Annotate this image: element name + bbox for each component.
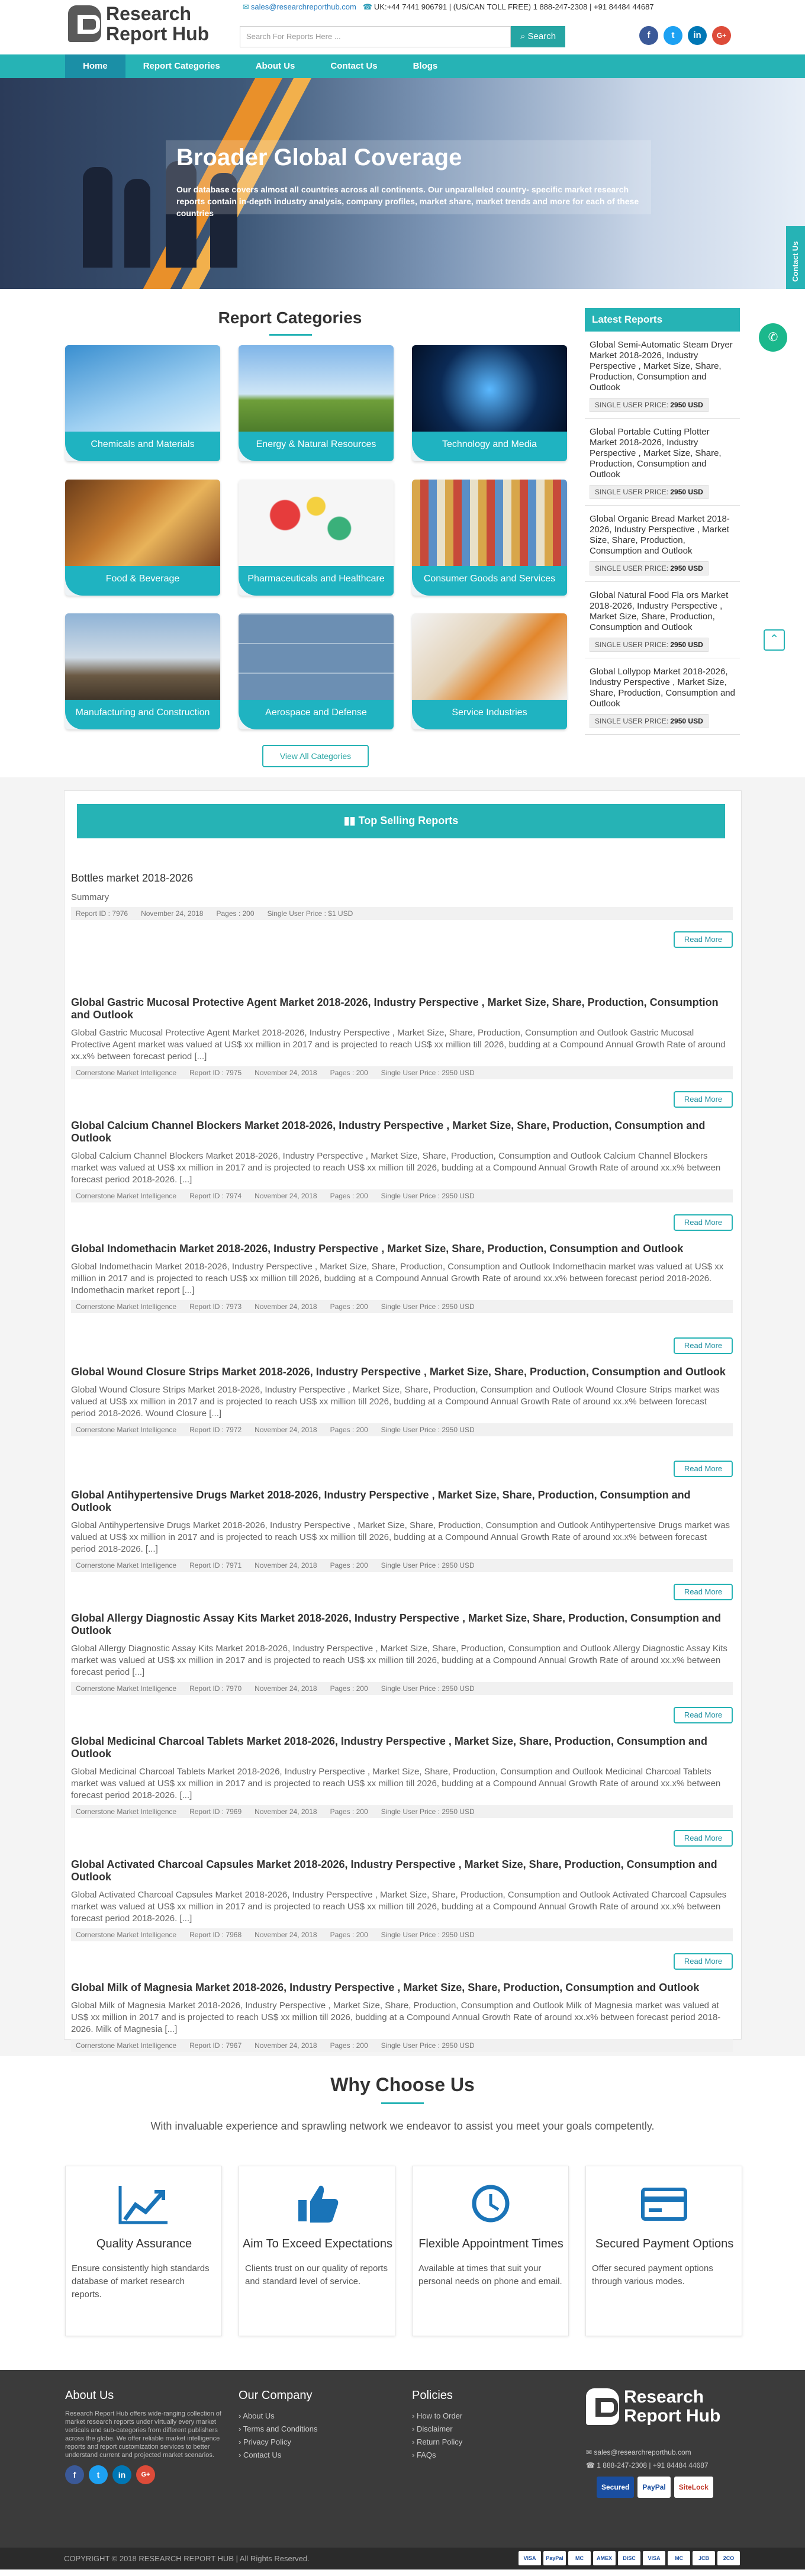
footer-logo[interactable] (586, 2388, 720, 2426)
visa-icon: VISA (519, 2551, 541, 2565)
latest-report-title[interactable]: Global Natural Food Fla ors Market 2018-2026, Industry Perspective , Market Size, Share, Production, Consumption and Outlook (590, 590, 729, 632)
category-energy[interactable] (239, 345, 394, 461)
report-title[interactable]: Global Allergy Diagnostic Assay Kits Market 2018-2026, Industry Perspective , Market Size, Share, Production, Consumption and Outlook (71, 1612, 721, 1636)
footer-link-label: Return Policy (416, 2437, 463, 2446)
category-manufacturing[interactable] (65, 613, 220, 729)
report-meta (71, 1928, 733, 1941)
report-publisher: Cornerstone Market Intelligence (76, 1808, 177, 1816)
report-id: Report ID : 7969 (189, 1808, 242, 1816)
report-id: Report ID : 7972 (189, 1426, 242, 1434)
contact-side-tab[interactable]: Contact Us (786, 226, 805, 289)
category-label: Service Industries (412, 700, 567, 729)
latest-report-item[interactable] (585, 506, 740, 582)
footer-link[interactable]: › About Us (239, 2411, 275, 2420)
footer-link-label: Terms and Conditions (243, 2424, 318, 2433)
read-more-button[interactable]: Read More (674, 1953, 733, 1970)
read-more-button[interactable]: Read More (674, 1707, 733, 1723)
view-all-categories-button[interactable]: View All Categories (262, 745, 369, 767)
report-title[interactable]: Global Milk of Magnesia Market 2018-2026, Industry Perspective , Market Size, Share, Production, Consumption and Outlook (71, 1982, 700, 1993)
read-more-button[interactable]: Read More (674, 1584, 733, 1600)
footer-contact (586, 2446, 709, 2472)
report-publisher: Cornerstone Market Intelligence (76, 1069, 177, 1077)
read-more-button[interactable]: Read More (674, 1214, 733, 1231)
price-value: 2950 USD (670, 401, 703, 409)
title-underline (269, 334, 312, 336)
category-image (65, 345, 220, 434)
footer-link[interactable]: › Contact Us (239, 2450, 282, 2459)
report-meta (71, 1682, 733, 1695)
category-label: Aerospace and Defense (239, 700, 394, 729)
report-title[interactable]: Bottles market 2018-2026 (71, 872, 194, 884)
footer-email[interactable]: sales@researchreporthub.com (594, 2448, 691, 2456)
footer-link-label: FAQs (416, 2450, 436, 2459)
category-aerospace[interactable] (239, 613, 394, 729)
report-date: November 24, 2018 (141, 909, 204, 918)
category-image (65, 613, 220, 702)
report-publisher: Cornerstone Market Intelligence (76, 1931, 177, 1939)
footer-link-label: About Us (243, 2411, 275, 2420)
price-label: SINGLE USER PRICE: (595, 564, 669, 573)
report-date: November 24, 2018 (255, 1426, 317, 1434)
nav-contact-us[interactable]: Contact Us (330, 61, 378, 71)
mastercard-icon: MC (668, 2551, 690, 2565)
report-meta (71, 907, 733, 920)
why-choose-us-section (0, 2056, 805, 2370)
read-more-button[interactable]: Read More (674, 1337, 733, 1354)
report-item (71, 872, 733, 944)
report-title[interactable]: Global Calcium Channel Blockers Market 2018-2026, Industry Perspective , Market Size, Share, Production, Consumption and Outlook (71, 1120, 706, 1144)
contact-info (243, 2, 654, 12)
chart-line-icon (66, 2181, 223, 2226)
category-technology[interactable] (412, 345, 567, 461)
category-service[interactable] (412, 613, 567, 729)
report-item (71, 1735, 733, 1842)
top-selling-section (0, 777, 805, 2056)
linkedin-icon[interactable]: in (688, 26, 707, 45)
latest-report-title[interactable]: Global Portable Cutting Plotter Market 2018-2026, Industry Perspective , Market Size, Share, Production, Consumption and Outlook (590, 427, 722, 480)
email-icon: ✉ (586, 2448, 593, 2456)
report-date: November 24, 2018 (255, 1561, 317, 1570)
category-label: Technology and Media (412, 432, 567, 461)
logo-line2: Report Hub (106, 23, 210, 44)
latest-report-price (590, 398, 709, 412)
hero-banner (0, 78, 805, 289)
footer-link-label: Disclaimer (416, 2424, 453, 2433)
secured-badge: Secured (597, 2477, 634, 2498)
footer-about (65, 2389, 225, 2484)
top-selling-title: Top Selling Reports (358, 815, 459, 826)
report-price: Single User Price : 2950 USD (381, 1808, 475, 1816)
footer-link[interactable]: › Terms and Conditions (239, 2424, 318, 2433)
report-meta (71, 1559, 733, 1572)
title-underline (381, 2102, 424, 2104)
footer (0, 2370, 805, 2548)
search-button-label: Search (527, 31, 556, 41)
jcb-icon: JCB (693, 2551, 715, 2565)
nav-about-us[interactable]: About Us (255, 61, 295, 71)
category-label: Manufacturing and Construction (65, 700, 220, 729)
credit-card-icon (586, 2181, 743, 2226)
why-card-quality (65, 2166, 222, 2336)
report-title[interactable]: Global Indomethacin Market 2018-2026, Industry Perspective , Market Size, Share, Production, Consumption and Outlook (71, 1243, 684, 1255)
latest-reports-title: Latest Reports (585, 308, 740, 332)
footer-company (239, 2389, 317, 2462)
mastercard-icon: MC (568, 2551, 591, 2565)
read-more-button[interactable]: Read More (674, 931, 733, 948)
category-label: Chemicals and Materials (65, 432, 220, 461)
report-pages: Pages : 200 (330, 1931, 368, 1939)
bar-chart-icon: ▮▮ (343, 815, 356, 826)
category-pharma[interactable] (239, 480, 394, 596)
price-value: 2950 USD (670, 564, 703, 573)
why-card-title: Aim To Exceed Expectations (242, 2237, 393, 2250)
report-price: Single User Price : 2950 USD (381, 2041, 475, 2050)
copyright-bar (0, 2548, 805, 2569)
report-publisher: Cornerstone Market Intelligence (76, 1192, 177, 1200)
footer-link[interactable]: › Return Policy (412, 2437, 463, 2446)
report-id: Report ID : 7971 (189, 1561, 242, 1570)
report-item (71, 1489, 733, 1596)
scroll-up-icon[interactable]: ⌃ (764, 629, 785, 651)
footer-link[interactable]: › How to Order (412, 2411, 463, 2420)
report-publisher: Cornerstone Market Intelligence (76, 1684, 177, 1693)
report-desc: Global Activated Charcoal Capsules Market 2018-2026, Industry Perspective , Market Size, Share, Production, Consumption and Outlook Activated Charcoal Capsules market was valued at US$ xx million in 2017 and is projected to reach US$ xx million till 2026, budding at a Compound Annual Growth Rate of around xx.x% between forecast period 2018-2026. [...] (71, 1890, 727, 1924)
price-value: 2950 USD (670, 488, 703, 496)
footer-link-label: How to Order (416, 2411, 463, 2420)
report-date: November 24, 2018 (255, 1303, 317, 1311)
read-more-button[interactable]: Read More (674, 1461, 733, 1477)
report-id: Report ID : 7968 (189, 1931, 242, 1939)
sitelock-badge: SiteLock (674, 2477, 713, 2498)
linkedin-icon[interactable]: in (112, 2465, 131, 2484)
report-item (71, 1120, 733, 1227)
category-food[interactable] (65, 480, 220, 596)
report-pages: Pages : 200 (330, 1426, 368, 1434)
footer-policies (412, 2389, 462, 2462)
category-label: Consumer Goods and Services (412, 566, 567, 596)
search-bar (240, 26, 565, 47)
report-meta (71, 2039, 733, 2052)
price-label: SINGLE USER PRICE: (595, 717, 669, 725)
report-pages: Pages : 200 (330, 1561, 368, 1570)
footer-about-text: Research Report Hub offers wide-ranging collection of market research reports under virtually every market verticals and sub-categories from different publishers across the globe. We offer reliable market intelligence reports and report customization services to better understand current and projected market scenarios. (65, 2410, 221, 2459)
category-chemicals[interactable] (65, 345, 220, 461)
report-price: Single User Price : 2950 USD (381, 1069, 475, 1077)
phone-icon: ☎ (586, 2461, 595, 2469)
clock-icon (413, 2181, 569, 2226)
latest-report-price (590, 485, 709, 499)
report-id: Report ID : 7975 (189, 1069, 242, 1077)
2checkout-icon: 2CO (717, 2551, 740, 2565)
search-button[interactable] (511, 26, 565, 47)
report-date: November 24, 2018 (255, 1069, 317, 1077)
social-links (639, 26, 731, 45)
category-image (412, 613, 567, 702)
copyright-text: COPYRIGHT © 2018 RESEARCH REPORT HUB | All Rights Reserved. (64, 2554, 310, 2563)
price-label: SINGLE USER PRICE: (595, 488, 669, 496)
search-input[interactable]: Search For Reports Here ... (240, 26, 511, 47)
categories-title: Report Categories (218, 308, 362, 327)
why-card-desc: Offer secured payment options through various modes. (592, 2263, 713, 2286)
paypal-badge: PayPal (637, 2477, 670, 2498)
report-desc: Global Antihypertensive Drugs Market 2018-2026, Industry Perspective , Market Size, Share, Production, Consumption and Outlook Antihypertensive Drugs market was valued at US$ xx million in 2017 and is projected to reach US$ xx million till 2026, budding at a Compound Annual Growth Rate of around xx.x% between forecast period 2018-2026. [...] (71, 1520, 730, 1554)
thumbs-up-icon (239, 2181, 396, 2226)
google-plus-icon[interactable]: G+ (712, 26, 731, 45)
why-subtitle: With invaluable experience and sprawling network we endeavor to assist you meet your goals competently. (150, 2120, 655, 2132)
report-price: Single User Price : 2950 USD (381, 1426, 475, 1434)
footer-social (65, 2465, 225, 2484)
report-pages: Pages : 200 (330, 1192, 368, 1200)
report-pages: Pages : 200 (330, 1684, 368, 1693)
logo-mark-icon (68, 5, 101, 42)
footer-link[interactable]: › Privacy Policy (239, 2437, 291, 2446)
price-label: SINGLE USER PRICE: (595, 641, 669, 649)
price-value: 2950 USD (670, 641, 703, 649)
footer-link[interactable]: › Disclaimer (412, 2424, 453, 2433)
category-image (65, 480, 220, 568)
report-publisher: Cornerstone Market Intelligence (76, 2041, 177, 2050)
footer-link-label: Privacy Policy (243, 2437, 291, 2446)
report-pages: Pages : 200 (330, 2041, 368, 2050)
read-more-button[interactable]: Read More (674, 1830, 733, 1847)
footer-phone: 1 888-247-2308 | +91 84484 44687 (597, 2461, 709, 2469)
footer-policies-title: Policies (412, 2389, 453, 2402)
amex-icon: AMEX (593, 2551, 616, 2565)
report-id: Report ID : 7974 (189, 1192, 242, 1200)
category-image (239, 345, 394, 434)
discover-icon: DISC (618, 2551, 640, 2565)
hero-title: Broader Global Coverage (176, 144, 462, 171)
category-image (412, 480, 567, 568)
report-item (71, 1858, 733, 1966)
report-desc: Global Indomethacin Market 2018-2026, Industry Perspective , Market Size, Share, Production, Consumption and Outlook Indomethacin market was valued at US$ xx million in 2017 and is projected to reach US$ xx million till 2026, budding at a Compound Annual Growth Rate of around xx.x% between forecast period 2018-2026. Indomethacin market report [...] (71, 1262, 724, 1295)
twitter-icon[interactable]: t (664, 26, 682, 45)
category-label: Pharmaceuticals and Healthcare (239, 566, 394, 596)
email-icon: ✉ (243, 2, 249, 11)
read-more-button[interactable]: Read More (674, 1091, 733, 1108)
nav-blogs[interactable]: Blogs (413, 61, 438, 71)
report-desc: Summary (71, 892, 110, 902)
payment-cards (519, 2551, 740, 2565)
latest-report-item[interactable] (585, 332, 740, 419)
footer-company-title: Our Company (239, 2389, 313, 2402)
latest-report-item[interactable] (585, 582, 740, 658)
report-desc: Global Medicinal Charcoal Tablets Market 2018-2026, Industry Perspective , Market Size, Share, Production, Consumption and Outlook Medicinal Charcoal Tablets market was valued at US$ xx million in 2017 and is projected to reach US$ xx million till 2026, budding at a Compound Annual Growth Rate of around xx.x% between forecast period 2018-2026. [...] (71, 1767, 721, 1800)
report-item (71, 1366, 733, 1473)
latest-report-title[interactable]: Global Semi-Automatic Steam Dryer Market 2018-2026, Industry Perspective , Market Size, Share, Production, Consumption and Outlook (590, 340, 733, 393)
report-meta (71, 1066, 733, 1079)
latest-report-item[interactable] (585, 658, 740, 735)
chat-icon[interactable]: ✆ (759, 323, 787, 352)
facebook-icon[interactable]: f (639, 26, 658, 45)
report-pages: Pages : 200 (330, 1808, 368, 1816)
header-email[interactable]: sales@researchreporthub.com (250, 2, 356, 11)
report-meta (71, 1189, 733, 1202)
report-title[interactable]: Global Activated Charcoal Capsules Market 2018-2026, Industry Perspective , Market Size, Share, Production, Consumption and Outlook (71, 1858, 717, 1883)
latest-report-title[interactable]: Global Organic Bread Market 2018-2026, Industry Perspective , Market Size, Share, Production, Consumption and Outlook (590, 514, 730, 556)
why-card-desc: Ensure consistently high standards database of market research reports. (72, 2263, 210, 2300)
latest-reports (585, 308, 740, 735)
nav-home[interactable]: Home (65, 54, 125, 78)
report-item (71, 1243, 733, 1350)
report-date: November 24, 2018 (255, 1192, 317, 1200)
visa-icon: VISA (643, 2551, 665, 2565)
logo[interactable] (68, 4, 209, 44)
report-desc: Global Calcium Channel Blockers Market 2018-2026, Industry Perspective , Market Size, Share, Production, Consumption and Outlook Calcium Channel Blockers market was valued at US$ xx million in 2017 and is projected to reach US$ xx million till 2026, budding at a Compound Annual Growth Rate of around xx.x% between forecast period 2018-2026. [...] (71, 1151, 721, 1185)
report-date: November 24, 2018 (255, 1931, 317, 1939)
report-pages: Pages : 200 (330, 1303, 368, 1311)
report-item (71, 996, 733, 1104)
category-label: Energy & Natural Resources (239, 432, 394, 461)
why-card-expectations (239, 2166, 395, 2336)
report-id: Report ID : 7967 (189, 2041, 242, 2050)
google-plus-icon[interactable]: G+ (136, 2465, 155, 2484)
footer-about-title: About Us (65, 2389, 114, 2402)
report-meta (71, 1805, 733, 1818)
report-date: November 24, 2018 (255, 1808, 317, 1816)
report-desc: Global Gastric Mucosal Protective Agent Market 2018-2026, Industry Perspective , Market Size, Share, Production, Consumption and Outlook Gastric Mucosal Protective Agent market was valued at US$ xx million in 2017 and is projected to reach US$ xx million till 2026, budding at a Compound Annual Growth Rate of around xx.x% between forecast period [...] (71, 1028, 726, 1062)
why-card-appointment (412, 2166, 569, 2336)
header (0, 0, 805, 54)
hero-text: Our database covers almost all countries across all continents. Our unparalleled country- specific market research reports contain in-depth industry analysis, company profiles, market share, market trends and more for each of these countries (176, 185, 639, 218)
why-card-title: Quality Assurance (96, 2237, 192, 2250)
price-value: 2950 USD (670, 717, 703, 725)
logo-line2: Report Hub (624, 2406, 721, 2426)
logo-line1: Research (624, 2387, 704, 2407)
latest-report-price (590, 714, 709, 728)
report-price: Single User Price : 2950 USD (381, 1192, 475, 1200)
phone-icon: ☎ (362, 2, 372, 11)
latest-report-price (590, 638, 709, 652)
report-desc: Global Wound Closure Strips Market 2018-2026, Industry Perspective , Market Size, Share, Production, Consumption and Outlook Wound Closure Strips market was valued at US$ xx million in 2017 and is projected to reach US$ xx million till 2026, budding at a Compound Annual Growth Rate of around xx.x% between forecast period 2018-2026. Wound Closure [...] (71, 1385, 720, 1419)
trust-badges (597, 2477, 713, 2498)
report-price: Single User Price : 2950 USD (381, 1561, 475, 1570)
why-card-title: Flexible Appointment Times (418, 2237, 564, 2250)
why-title: Why Choose Us (330, 2074, 475, 2095)
why-card-title: Secured Payment Options (595, 2237, 734, 2250)
report-date: November 24, 2018 (255, 2041, 317, 2050)
why-card-desc: Clients trust on our quality of reports and standard level of service. (245, 2263, 388, 2286)
report-meta (71, 1300, 733, 1313)
report-publisher: Cornerstone Market Intelligence (76, 1561, 177, 1570)
why-card-desc: Available at times that suit your personal needs on phone and email. (418, 2263, 562, 2286)
main-nav (0, 54, 805, 78)
report-price: Single User Price : 2950 USD (381, 1303, 475, 1311)
report-price: Single User Price : 2950 USD (381, 1931, 475, 1939)
report-id: Report ID : 7970 (189, 1684, 242, 1693)
categories-section (0, 289, 805, 777)
report-id: Report ID : 7976 (76, 909, 128, 918)
price-label: SINGLE USER PRICE: (595, 401, 669, 409)
logo-line1: Research (106, 3, 192, 24)
report-meta (71, 1423, 733, 1436)
top-selling-header (77, 804, 725, 838)
paypal-icon: PayPal (543, 2551, 566, 2565)
nav-report-categories[interactable]: Report Categories (143, 61, 220, 71)
category-label: Food & Beverage (65, 566, 220, 596)
report-price: Single User Price : $1 USD (267, 909, 353, 918)
report-pages: Pages : 200 (216, 909, 255, 918)
report-publisher: Cornerstone Market Intelligence (76, 1303, 177, 1311)
footer-link[interactable]: › FAQs (412, 2450, 436, 2459)
report-item (71, 1612, 733, 1719)
logo-mark-icon (586, 2388, 619, 2425)
report-title[interactable]: Global Wound Closure Strips Market 2018-2026, Industry Perspective , Market Size, Share, Production, Consumption and Outlook (71, 1366, 726, 1378)
report-title[interactable]: Global Antihypertensive Drugs Market 2018-2026, Industry Perspective , Market Size, Share, Production, Consumption and Outlook (71, 1489, 691, 1513)
report-desc: Global Allergy Diagnostic Assay Kits Market 2018-2026, Industry Perspective , Market Size, Share, Production, Consumption and Outlook Allergy Diagnostic Assay Kits market was valued at US$ xx million in 2017 and is projected to reach US$ xx million till 2026, budding at a Compound Annual Growth Rate of around xx.x% between forecast period [...] (71, 1644, 727, 1677)
facebook-icon[interactable]: f (65, 2465, 84, 2484)
category-consumer[interactable] (412, 480, 567, 596)
report-title[interactable]: Global Gastric Mucosal Protective Agent Market 2018-2026, Industry Perspective , Market Size, Share, Production, Consumption and Outlook (71, 996, 719, 1021)
category-image (239, 480, 394, 568)
why-card-payment (585, 2166, 742, 2336)
report-publisher: Cornerstone Market Intelligence (76, 1426, 177, 1434)
report-price: Single User Price : 2950 USD (381, 1684, 475, 1693)
latest-report-item[interactable] (585, 419, 740, 506)
report-pages: Pages : 200 (330, 1069, 368, 1077)
report-date: November 24, 2018 (255, 1684, 317, 1693)
report-title[interactable]: Global Medicinal Charcoal Tablets Market 2018-2026, Industry Perspective , Market Size, Share, Production, Consumption and Outlook (71, 1735, 707, 1760)
latest-report-price (590, 561, 709, 575)
category-image (239, 613, 394, 702)
category-image (412, 345, 567, 434)
report-id: Report ID : 7973 (189, 1303, 242, 1311)
report-desc: Global Milk of Magnesia Market 2018-2026, Industry Perspective , Market Size, Share, Production, Consumption and Outlook Milk of Magnesia market was valued at US$ xx million in 2017 and is projected to reach US$ xx million till 2026, budding at a Compound Annual Growth Rate of around xx.x% between forecast period 2018-2026. Milk of Magnesia [...] (71, 2001, 721, 2034)
report-item (71, 1982, 733, 2052)
twitter-icon[interactable]: t (89, 2465, 108, 2484)
search-icon: ⌕ (520, 31, 526, 41)
latest-report-title[interactable]: Global Lollypop Market 2018-2026, Industry Perspective , Market Size, Share, Production, Consumption and Outlook (590, 667, 735, 709)
header-phone: UK:+44 7441 906791 | (US/CAN TOLL FREE) 1 888-247-2308 | +91 84484 44687 (373, 2, 654, 11)
footer-link-label: Contact Us (243, 2450, 282, 2459)
